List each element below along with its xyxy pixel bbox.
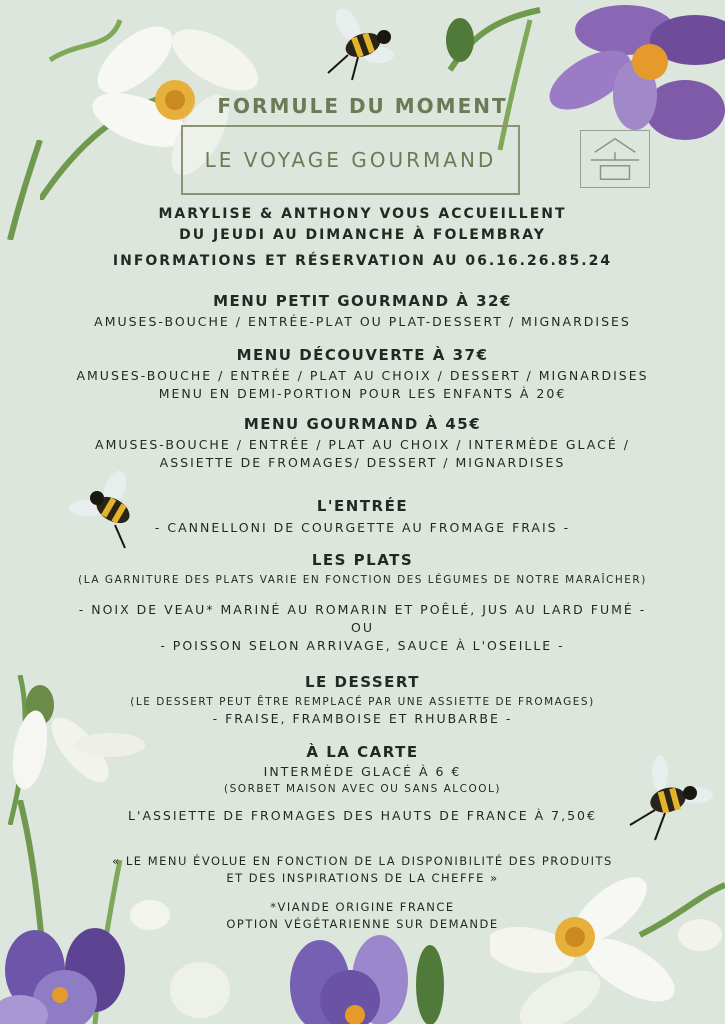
white-daffodil-bottom-right-icon [490, 875, 725, 1024]
menu-line: AMUSES-BOUCHE / ENTRÉE / PLAT AU CHOIX / INTERMÈDE GLACÉ / [95, 437, 630, 452]
menu-title: MENU DÉCOUVERTE À 37€ [236, 346, 489, 364]
plats-title: LES PLATS [311, 551, 414, 569]
purple-violet-top-right-icon [535, 0, 725, 150]
bee-top-icon [318, 5, 408, 85]
dessert-note: (LE DESSERT PEUT ÊTRE REMPLACÉ PAR UNE ASSIETTE DE FROMAGES) [130, 696, 595, 708]
menu-petit-gourmand [0, 292, 725, 331]
dessert-section [0, 673, 725, 728]
menu-line: AMUSES-BOUCHE / ENTRÉE / PLAT AU CHOIX / DESSERT / MIGNARDISES [76, 368, 649, 383]
entree-dish: - CANNELLONI DE COURGETTE AU FROMAGE FRAIS - [154, 520, 571, 535]
footer-note-1: *VIANDE ORIGINE FRANCE [270, 900, 455, 914]
carte-title: À LA CARTE [306, 743, 419, 761]
menu-line: AMUSES-BOUCHE / ENTRÉE-PLAT OU PLAT-DESSERT / MIGNARDISES [94, 314, 631, 329]
carte-section [0, 743, 725, 825]
dessert-title: LE DESSERT [304, 673, 420, 691]
plats-note: (LA GARNITURE DES PLATS VARIE EN FONCTION DES LÉGUMES DE NOTRE MARAÎCHER) [78, 574, 647, 586]
entree-title: L'ENTRÉE [316, 497, 409, 515]
intro [0, 204, 725, 272]
footer-quote-line-2: ET DES INSPIRATIONS DE LA CHEFFE » [226, 871, 499, 885]
carte-item-2: L'ASSIETTE DE FROMAGES DES HAUTS DE FRANCE À 7,50€ [128, 808, 597, 823]
house-logo-icon [580, 130, 650, 188]
menu-title: MENU GOURMAND À 45€ [243, 415, 482, 433]
menu-gourmand [0, 415, 725, 472]
intro-line-2: DU JEUDI AU DIMANCHE À FOLEMBRAY [179, 227, 546, 243]
footer-note-2: OPTION VÉGÉTARIENNE SUR DEMANDE [226, 917, 499, 931]
carte-item-1-note: (SORBET MAISON AVEC OU SANS ALCOOL) [224, 783, 501, 795]
footer-notes [0, 899, 725, 933]
footer-quote [0, 853, 725, 887]
menu-line: ASSIETTE DE FROMAGES/ DESSERT / MIGNARDISES [159, 455, 566, 470]
page-title: LE VOYAGE GOURMAND [204, 148, 497, 172]
crocus-bottom-center-icon [280, 935, 460, 1024]
plats-section [0, 551, 725, 655]
intro-line-3: INFORMATIONS ET RÉSERVATION AU 06.16.26.85.24 [112, 253, 613, 269]
intro-line-1: MARYLISE & ANTHONY VOUS ACCUEILLENT [158, 206, 567, 222]
title-box [181, 125, 520, 195]
carte-item-1: INTERMÈDE GLACÉ À 6 € [263, 764, 462, 779]
menu-decouverte [0, 346, 725, 403]
entree-section [0, 497, 725, 537]
menu-line: MENU EN DEMI-PORTION POUR LES ENFANTS À 20€ [158, 386, 567, 401]
plats-or: OU [351, 620, 374, 635]
menu-title: MENU PETIT GOURMAND À 32€ [213, 292, 512, 310]
plats-dish-2: - POISSON SELON ARRIVAGE, SAUCE À L'OSEILLE - [160, 638, 565, 653]
footer-quote-line-1: « LE MENU ÉVOLUE EN FONCTION DE LA DISPONIBILITÉ DES PRODUITS [112, 854, 613, 868]
plats-dish-1: - NOIX DE VEAU* MARINÉ AU ROMARIN ET POÊLÉ, JUS AU LARD FUMÉ - [78, 602, 647, 617]
dessert-dish: - FRAISE, FRAMBOISE ET RHUBARBE - [212, 711, 513, 726]
subtitle: FORMULE DU MOMENT [217, 94, 508, 118]
